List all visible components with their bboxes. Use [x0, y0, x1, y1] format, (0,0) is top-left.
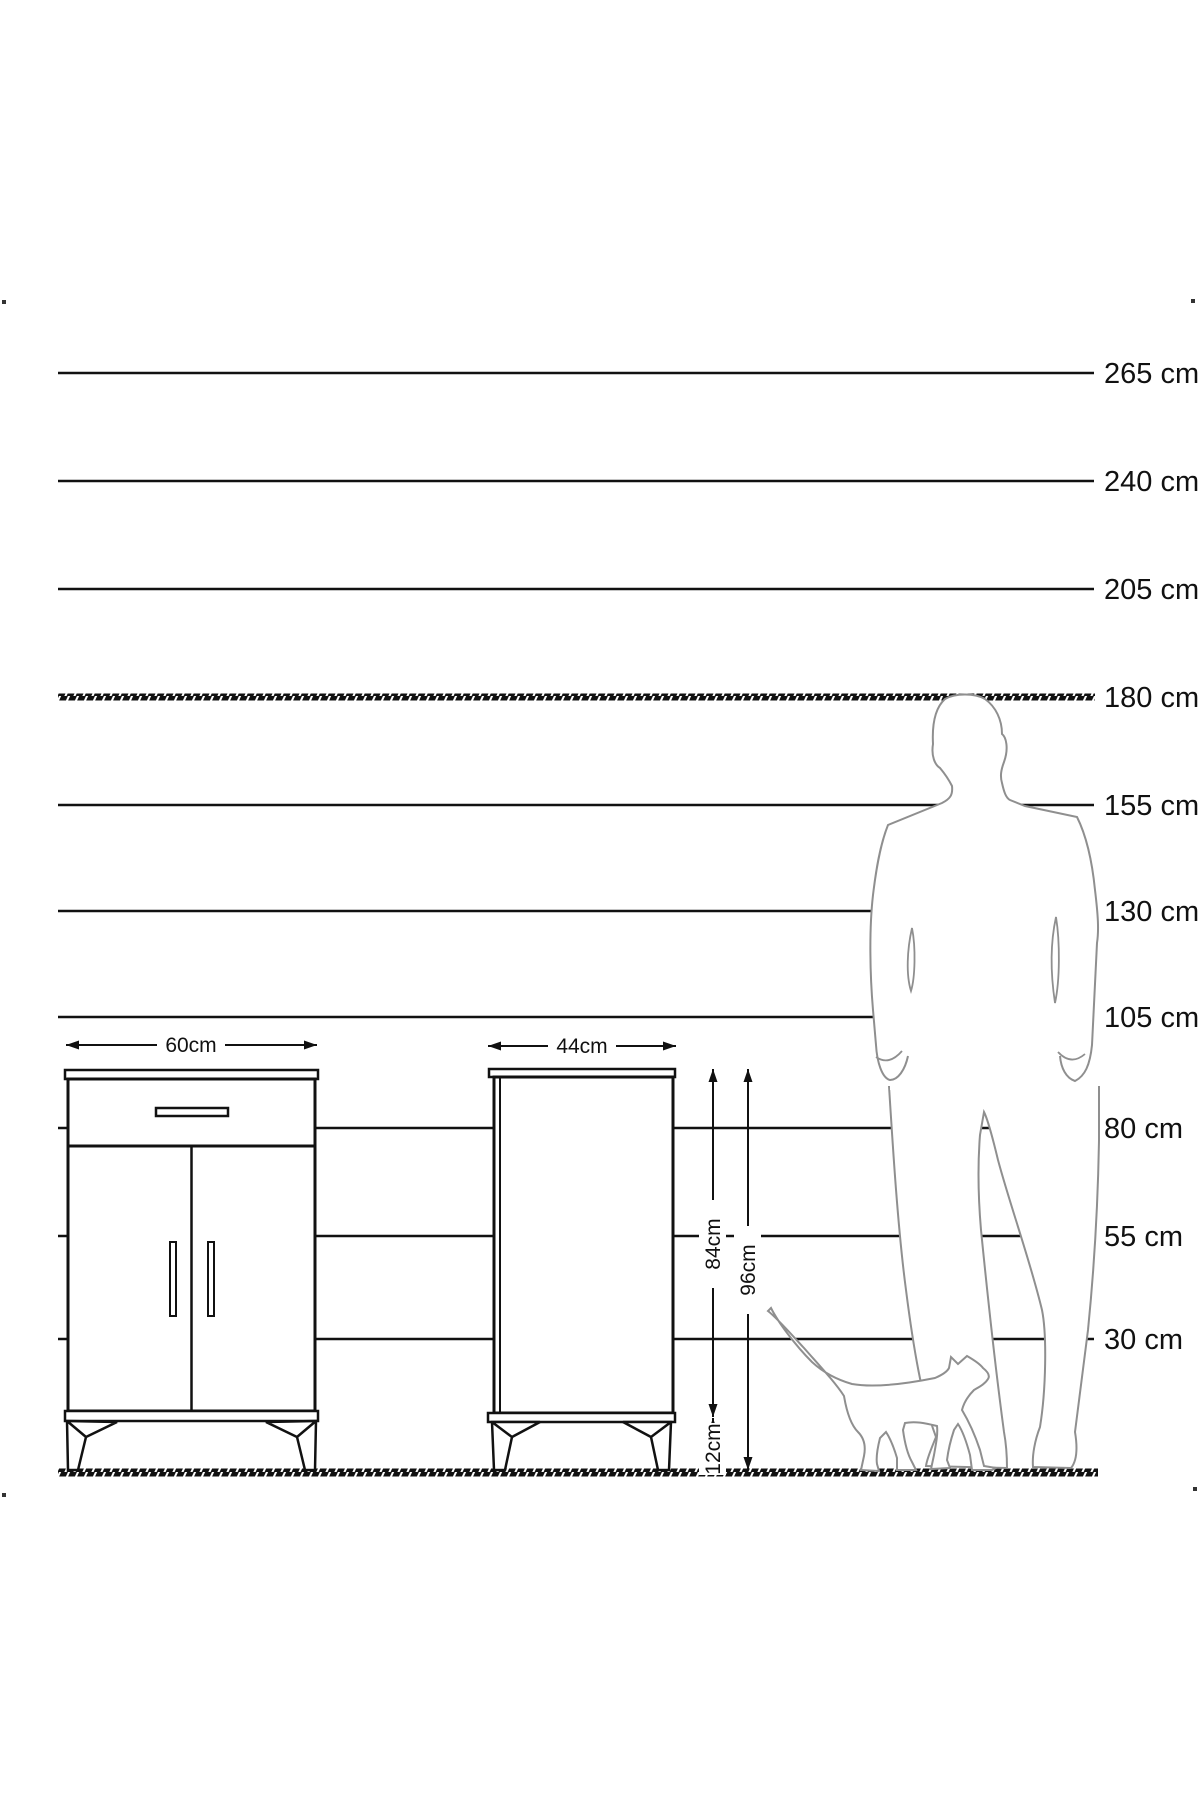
cabinet-front-right-leg [266, 1421, 316, 1470]
cabinet-front-left-door-handle [170, 1242, 176, 1316]
scale-label-80: 80 cm [1104, 1113, 1183, 1145]
cabinet-side-right-leg [623, 1422, 671, 1470]
dim-label-44cm: 44cm [556, 1035, 608, 1058]
scale-label-240: 240 cm [1104, 466, 1200, 498]
ground-line-hatched [58, 1469, 1098, 1477]
dim-label-60cm: 60cm [165, 1034, 217, 1057]
cabinet-side-left-leg [492, 1422, 540, 1470]
cabinet-front-drawer-handle [156, 1108, 228, 1116]
cabinet-front-view [65, 1070, 318, 1470]
scale-label-155: 155 cm [1104, 790, 1200, 822]
cabinet-side-body [494, 1077, 673, 1413]
dim-label-12cm: 12cm [702, 1423, 725, 1475]
scale-label-130: 130 cm [1104, 896, 1200, 928]
scale-line-180-hatched [58, 694, 1095, 701]
cabinet-front-bottom-board [65, 1411, 318, 1421]
scale-label-55: 55 cm [1104, 1221, 1183, 1253]
dim-label-96cm: 96cm [737, 1244, 760, 1296]
cabinet-front-left-leg [67, 1421, 117, 1470]
cabinet-front-right-door-handle [208, 1242, 214, 1316]
dim-label-84cm: 84cm [702, 1218, 725, 1270]
height-scale-labels [1104, 358, 1199, 1356]
scale-label-265: 265 cm [1104, 358, 1200, 390]
scale-label-105: 105 cm [1104, 1002, 1200, 1034]
man-right-arm-slit [1052, 917, 1059, 1003]
man-silhouette [870, 695, 1099, 1469]
scale-label-180: 180 cm [1104, 682, 1200, 714]
scale-label-205: 205 cm [1104, 574, 1200, 606]
man-torso-fill [870, 695, 1098, 1091]
cabinet-side-bottom-board [488, 1413, 675, 1422]
scale-label-30: 30 cm [1104, 1324, 1183, 1356]
cabinet-side-view [488, 1069, 675, 1470]
